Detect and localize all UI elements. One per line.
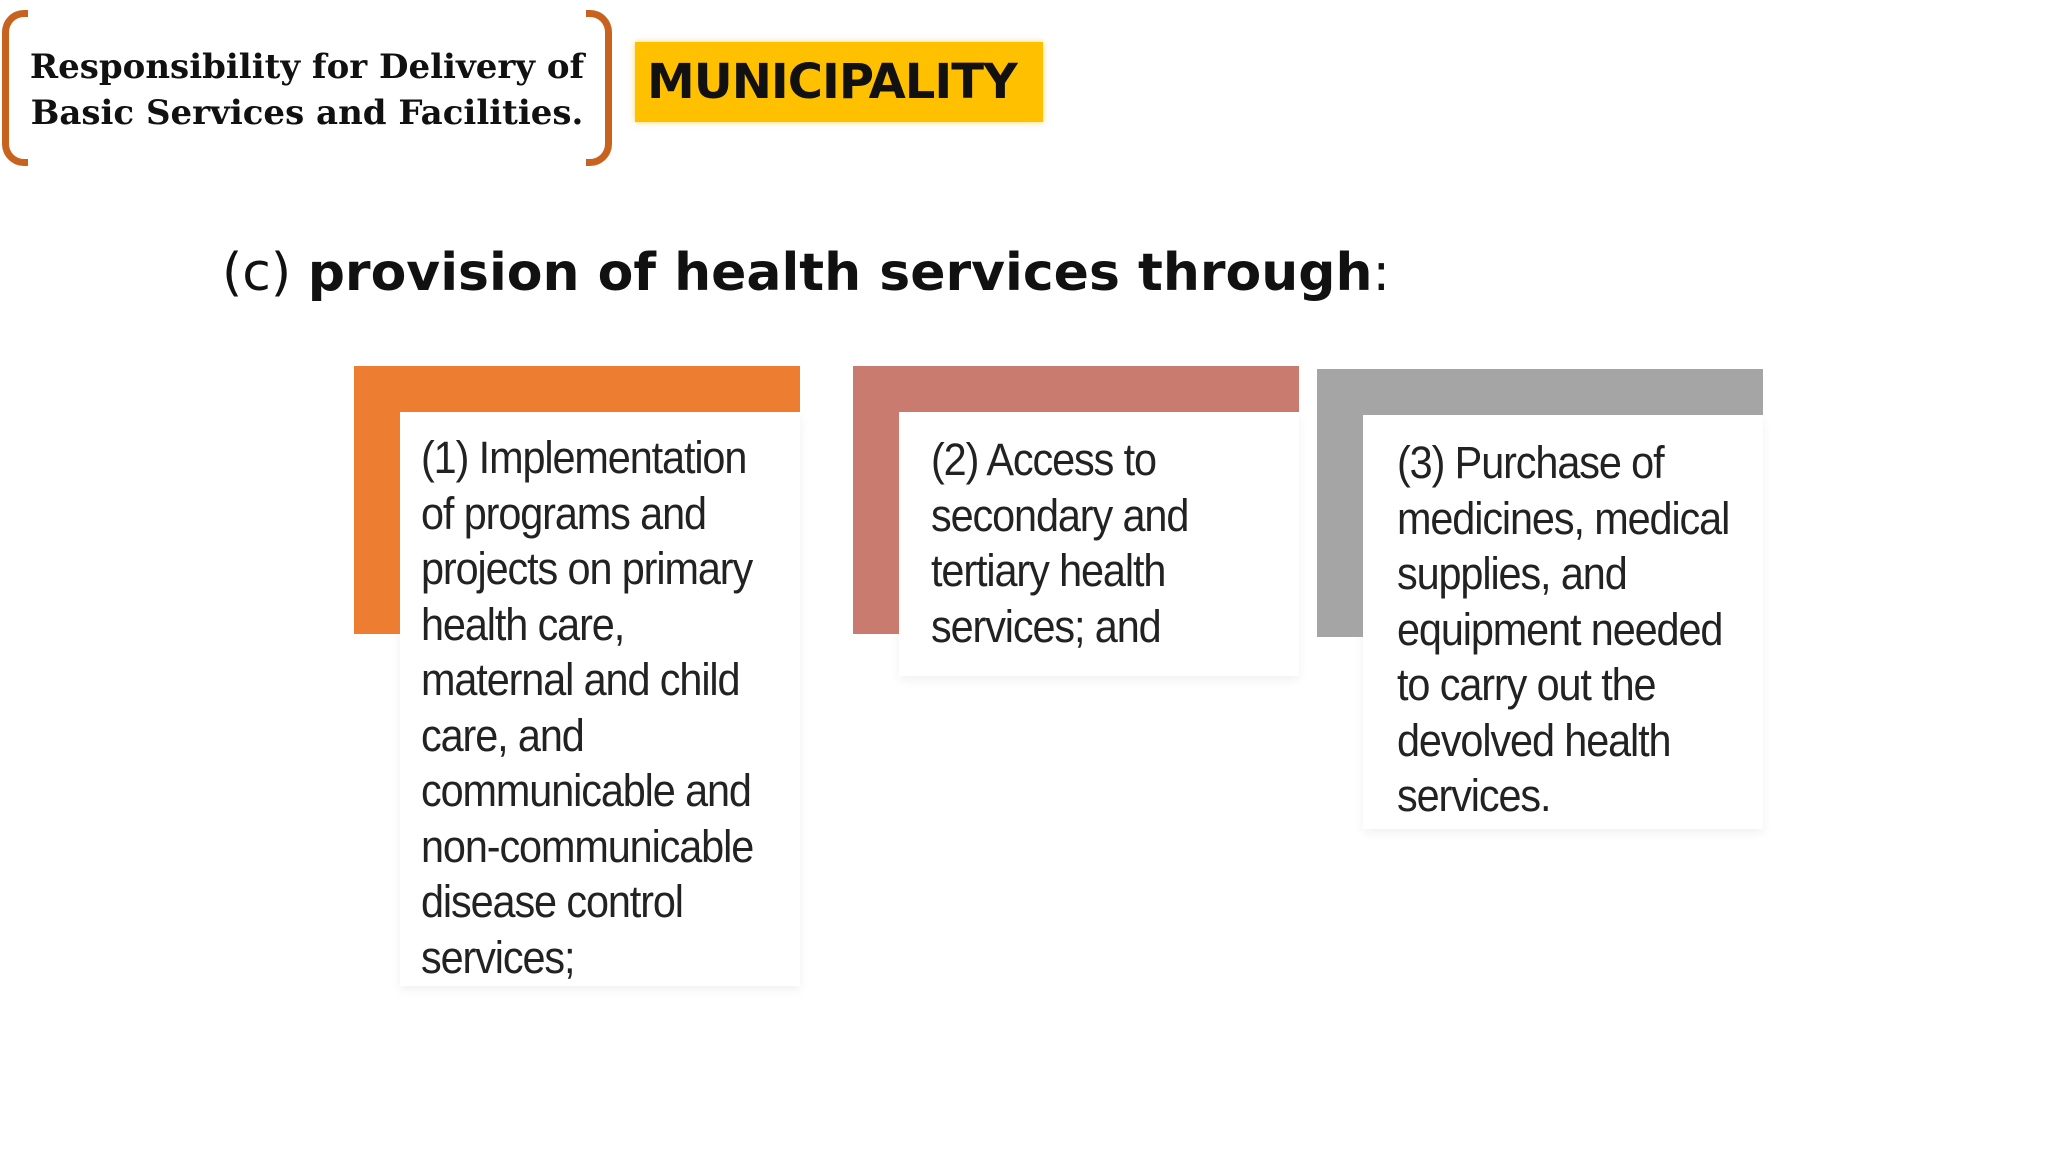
card-3-line: to carry out the xyxy=(1397,659,1656,710)
card-2 xyxy=(853,366,1299,676)
card-1-top-bar xyxy=(354,366,800,412)
card-1-line: health care, xyxy=(421,598,625,650)
card-3-line: services. xyxy=(1397,770,1551,821)
card-1-left-bar xyxy=(354,366,400,634)
heading-line-1: Responsibility for Delivery of xyxy=(29,47,585,87)
card-3-left-bar xyxy=(1317,369,1363,637)
card-3-line: supplies, and xyxy=(1397,548,1627,599)
card-1-line: projects on primary xyxy=(421,543,753,594)
card-2-text xyxy=(931,432,1188,654)
card-3-line: medicines, medical xyxy=(1397,492,1730,544)
card-2-line: tertiary health xyxy=(931,545,1166,596)
municipality-badge xyxy=(635,42,1043,122)
card-1-line: of programs and xyxy=(421,487,706,539)
card-3-top-bar xyxy=(1317,369,1763,415)
heading-text xyxy=(22,44,592,136)
card-3-line: (3) Purchase of xyxy=(1397,437,1664,488)
card-1-line: (1) Implementation xyxy=(421,432,747,483)
card-2-top-bar xyxy=(853,366,1299,412)
heading-box xyxy=(2,10,612,170)
card-3-text xyxy=(1397,435,1729,824)
card-1-line: disease control xyxy=(421,876,683,927)
card-1-line: communicable and xyxy=(421,765,751,816)
card-2-line: secondary and xyxy=(931,489,1189,541)
card-2-left-bar xyxy=(853,366,899,634)
card-3 xyxy=(1317,369,1763,829)
subtitle xyxy=(222,238,1390,308)
municipality-label: MUNICIPALITY xyxy=(647,54,1017,110)
card-1-line: care, and xyxy=(421,709,584,761)
card-1-line: non-communicable xyxy=(421,820,754,872)
card-1-line: maternal and child xyxy=(421,654,740,705)
card-3-line: equipment needed xyxy=(1397,603,1723,655)
card-1-text xyxy=(421,430,753,985)
card-3-line: devolved health xyxy=(1397,714,1671,766)
heading-line-2: Basic Services and Facilities. xyxy=(30,93,584,133)
card-2-line: (2) Access to xyxy=(931,434,1156,485)
card-1 xyxy=(354,366,800,986)
subtitle-bold: provision of health services through xyxy=(307,243,1373,303)
card-1-line: services; xyxy=(421,931,575,983)
subtitle-prefix: (c) xyxy=(222,243,308,303)
subtitle-suffix: : xyxy=(1372,243,1391,303)
card-2-line: services; and xyxy=(931,600,1161,652)
